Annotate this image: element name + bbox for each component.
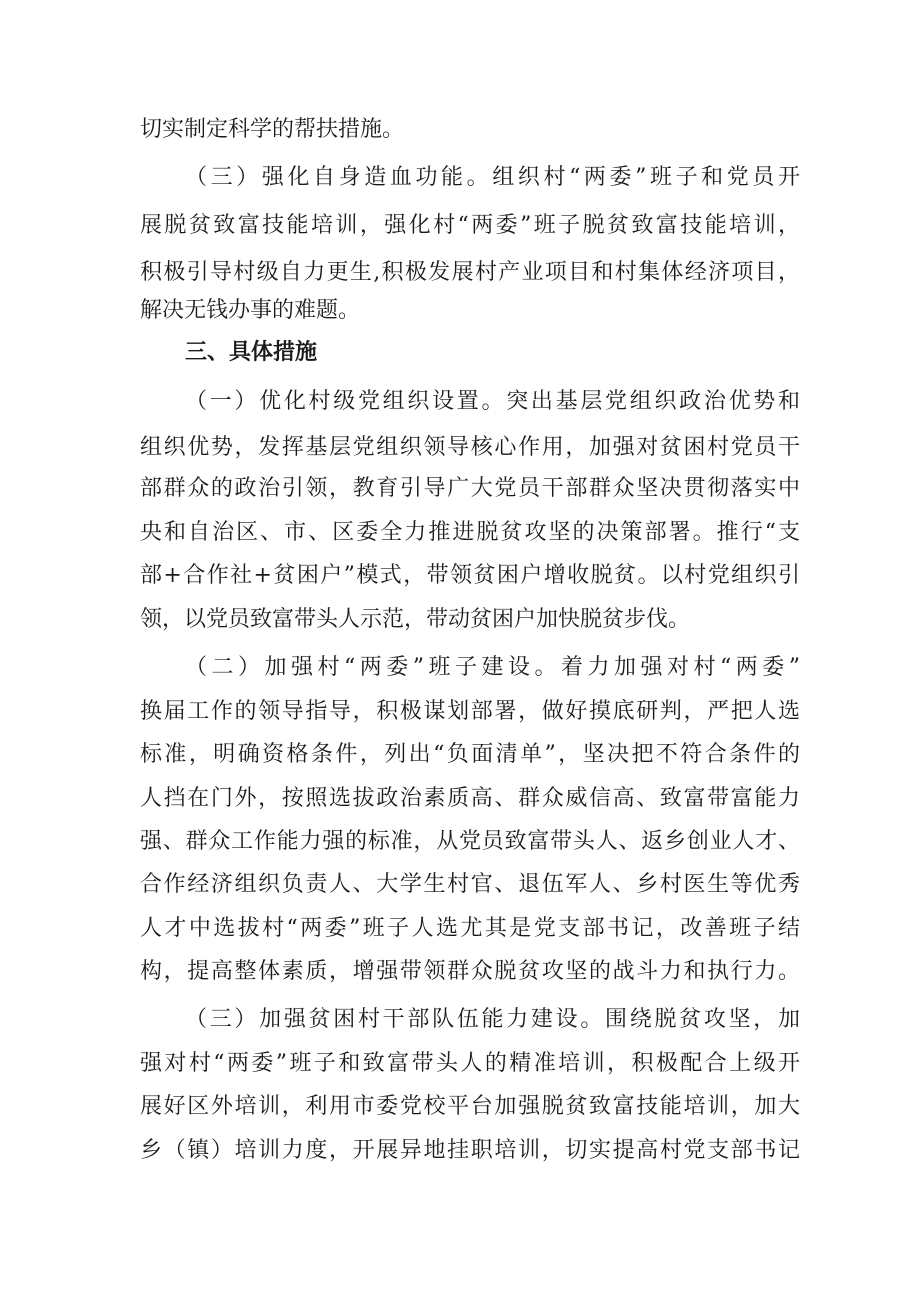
paragraph-line: 解决无钱办事的难题。 bbox=[140, 298, 361, 323]
paragraph-line: 部群众的政治引领，教育引导广大党员干部群众坚决贯彻落实中 bbox=[140, 476, 800, 501]
paragraph-line: 部+合作社+贫困户”模式，带领贫困户增收脱贫。以村党组织引 bbox=[140, 563, 800, 588]
paragraph-line: 合作经济组织负责人、大学生村官、退伍军人、乡村医生等优秀 bbox=[140, 872, 800, 897]
paragraph-line: 组织优势，发挥基层党组织领导核心作用，加强对贫困村党员干 bbox=[140, 435, 800, 460]
paragraph-line: 强、群众工作能力强的标准，从党员致富带头人、返乡创业人才、 bbox=[140, 829, 800, 854]
section-heading: 三、具体措施 bbox=[185, 340, 318, 365]
paragraph-line: 积极引导村级自力更生,积极发展村产业项目和村集体经济项目， bbox=[140, 260, 800, 285]
paragraph-line: 央和自治区、市、区委全力推进脱贫攻坚的决策部署。推行“支 bbox=[140, 520, 800, 545]
paragraph-line: （三）加强贫困村干部队伍能力建设。围绕脱贫攻坚，加 bbox=[185, 1007, 800, 1032]
paragraph-line: 乡（镇）培训力度，开展异地挂职培训，切实提高村党支部书记 bbox=[140, 1138, 800, 1163]
paragraph-line: 构，提高整体素质，增强带领群众脱贫攻坚的战斗力和执行力。 bbox=[140, 959, 800, 984]
paragraph-line: （一）优化村级党组织设置。突出基层党组织政治优势和 bbox=[185, 389, 800, 414]
paragraph-line: 切实制定科学的帮扶措施。 bbox=[140, 117, 405, 142]
paragraph-line: 人挡在门外，按照选拔政治素质高、群众威信高、致富带富能力 bbox=[140, 786, 800, 811]
paragraph-line: 领，以党员致富带头人示范，带动贫困户加快脱贫步伐。 bbox=[140, 607, 691, 632]
paragraph-line: 展脱贫致富技能培训，强化村“两委”班子脱贫致富技能培训， bbox=[140, 213, 800, 238]
paragraph-line: 展好区外培训，利用市委党校平台加强脱贫致富技能培训，加大 bbox=[140, 1094, 800, 1119]
paragraph-line: 强对村“两委”班子和致富带头人的精准培训，积极配合上级开 bbox=[140, 1051, 800, 1076]
paragraph-line: （三）强化自身造血功能。组织村“两委”班子和党员开 bbox=[185, 165, 800, 190]
paragraph-line: 人才中选拔村“两委”班子人选尤其是党支部书记，改善班子结 bbox=[140, 916, 800, 941]
paragraph-line: 换届工作的领导指导，积极谋划部署，做好摸底研判，严把人选 bbox=[140, 699, 800, 724]
paragraph-line: 标准，明确资格条件，列出“负面清单”，坚决把不符合条件的 bbox=[140, 742, 800, 767]
paragraph-line: （二）加强村“两委”班子建设。着力加强对村“两委” bbox=[185, 655, 800, 680]
